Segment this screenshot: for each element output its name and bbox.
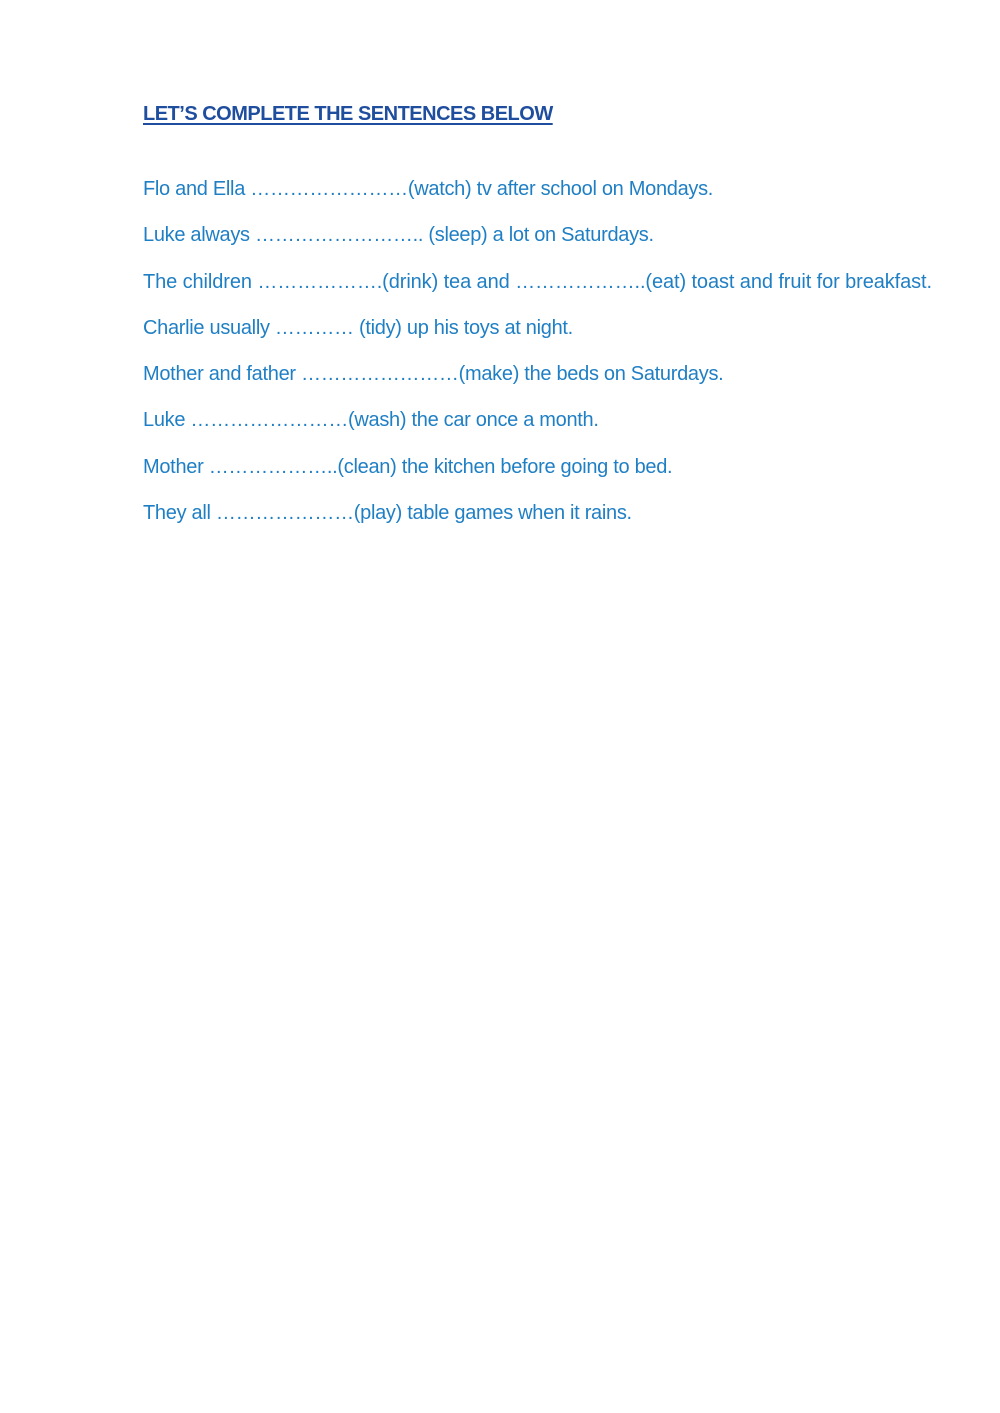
sentence-5: Mother and father ……………………(make) the beds on Saturdays. bbox=[143, 363, 724, 386]
worksheet-heading: LET’S COMPLETE THE SENTENCES BELOW bbox=[143, 103, 553, 125]
sentence-7: Mother ………………..(clean) the kitchen before going to bed. bbox=[143, 455, 673, 478]
sentence-1: Flo and Ella ……………………(watch) tv after school on Mondays. bbox=[143, 178, 714, 200]
sentence-4: Charlie usually ………… (tidy) up his toys at night. bbox=[143, 316, 573, 339]
sentence-6: Luke ……………………(wash) the car once a month. bbox=[143, 409, 599, 432]
sentence-8: They all …………………(play) table games when it rains. bbox=[143, 502, 632, 525]
sentence-3: The children ……………….(drink) tea and ………………..(eat) toast and fruit for breakfast. bbox=[143, 270, 932, 293]
sentence-2: Luke always …………………….. (sleep) a lot on Saturdays. bbox=[143, 224, 654, 247]
sentence-list bbox=[143, 166, 963, 536]
